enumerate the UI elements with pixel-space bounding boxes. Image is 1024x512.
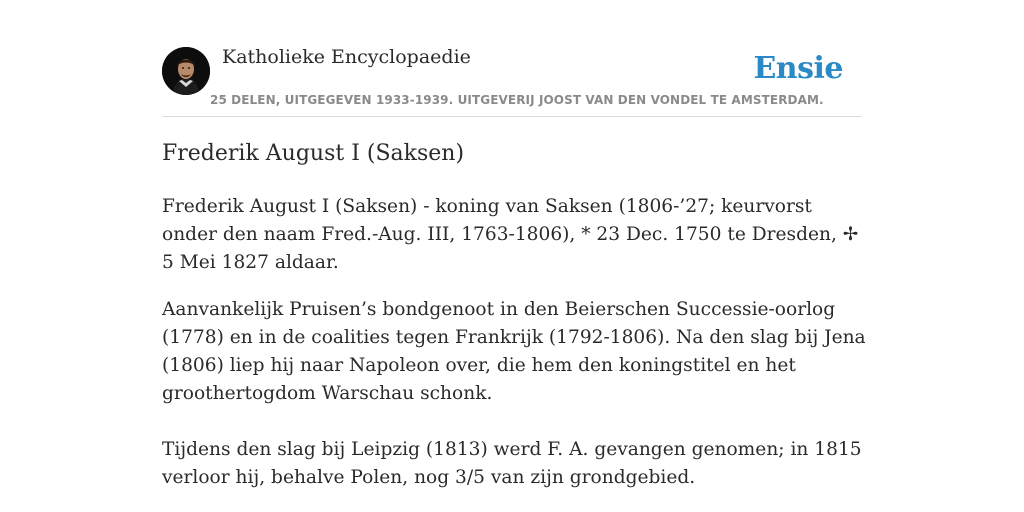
portrait-icon <box>162 47 210 95</box>
article-paragraph-2: Aanvankelijk Pruisen’s bondgenoot in den Beierschen Successie-oorlog (1778) en in de coalities tegen Frankrijk (1792-1806). Na den slag bij Jena (1806) liep hij naar Napoleon over, die hem den koningstitel en het groothertogdom Warschau schonk. <box>162 299 866 404</box>
ensie-logo-link[interactable]: Ensie <box>753 51 843 86</box>
article <box>162 138 872 511</box>
publication-title[interactable]: Katholieke Encyclopaedie <box>222 46 471 68</box>
article-paragraph-1: Frederik August I (Saksen) - koning van Saksen (1806-’27; keurvorst onder den naam Fred.-Aug. III, 1763-1806), * 23 Dec. 1750 te Dresden, ✢ 5 Mei 1827 aldaar. <box>162 196 859 273</box>
publication-header <box>162 46 862 117</box>
publication-subtitle: 25 DELEN, UITGEGEVEN 1933-1939. UITGEVERIJ JOOST VAN DEN VONDEL TE AMSTERDAM. <box>210 93 824 107</box>
portrait-avatar-icon[interactable] <box>162 47 210 95</box>
article-title: Frederik August I (Saksen) <box>162 141 465 166</box>
article-paragraph-3: Tijdens den slag bij Leipzig (1813) werd F. A. gevangen genomen; in 1815 verloor hij, behalve Polen, nog 3/5 van zijn grondgebied. <box>162 439 862 488</box>
